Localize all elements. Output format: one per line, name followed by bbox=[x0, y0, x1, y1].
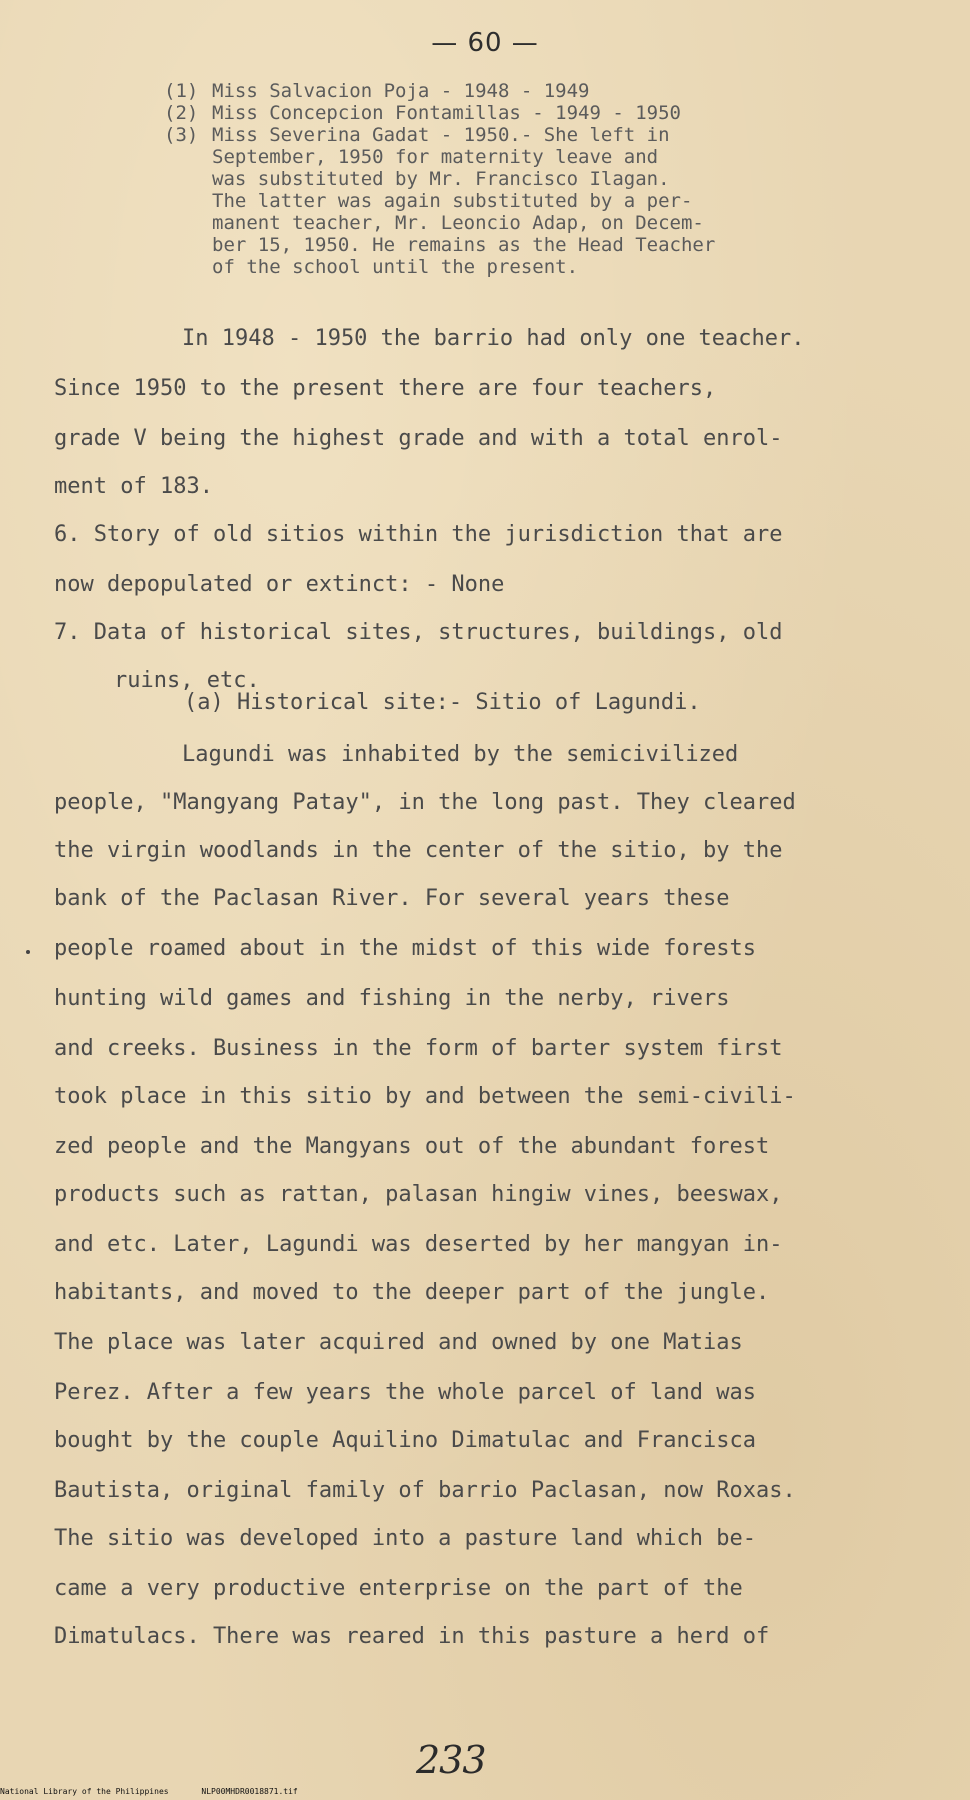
body-line: and etc. Later, Lagundi was deserted by her mangyan in- bbox=[54, 1232, 783, 1257]
list-item bbox=[164, 124, 924, 278]
footer-library-name: National Library of the Philippines bbox=[0, 1787, 169, 1796]
list-item bbox=[164, 102, 924, 124]
body-line: 6. Story of old sitios within the jurisdiction that are bbox=[54, 522, 783, 547]
body-line: Dimatulacs. There was reared in this pasture a herd of bbox=[54, 1624, 770, 1649]
body-line: ruins, etc. bbox=[114, 668, 260, 693]
body-line: hunting wild games and fishing in the nerby, rivers bbox=[54, 986, 730, 1011]
body-line: habitants, and moved to the deeper part of the jungle. bbox=[54, 1280, 770, 1305]
body-line: In 1948 - 1950 the barrio had only one teacher. bbox=[182, 326, 805, 351]
footer-file-name: NLP00MHDR0018871.tif bbox=[201, 1787, 298, 1796]
body-line: 7. Data of historical sites, structures, buildings, old bbox=[54, 620, 783, 645]
body-line: The sitio was developed into a pasture land which be- bbox=[54, 1526, 756, 1551]
body-line: bought by the couple Aquilino Dimatulac and Francisca bbox=[54, 1428, 756, 1453]
body-line: ment of 183. bbox=[54, 474, 213, 499]
list-item-text: Miss Concepcion Fontamillas - 1949 - 1950 bbox=[212, 102, 681, 124]
body-line: (a) Historical site:- Sitio of Lagundi. bbox=[184, 690, 701, 715]
body-line: The place was later acquired and owned by one Matias bbox=[54, 1330, 743, 1355]
list-item-number: (2) bbox=[164, 102, 199, 124]
list-item-text: Miss Salvacion Poja - 1948 - 1949 bbox=[212, 80, 590, 102]
body-line: bank of the Paclasan River. For several years these bbox=[54, 886, 730, 911]
body-line: zed people and the Mangyans out of the abundant forest bbox=[54, 1134, 770, 1159]
teachers-list bbox=[164, 80, 924, 278]
body-line: the virgin woodlands in the center of the sitio, by the bbox=[54, 838, 783, 863]
margin-dot bbox=[26, 950, 30, 954]
page-number: — 60 — bbox=[431, 28, 539, 58]
body-line: grade V being the highest grade and with a total enrol- bbox=[54, 426, 783, 451]
scan-footer bbox=[0, 1787, 326, 1796]
body-line: took place in this sitio by and between the semi-civili- bbox=[54, 1084, 796, 1109]
body-line: Perez. After a few years the whole parcel of land was bbox=[54, 1380, 756, 1405]
body-line: people roamed about in the midst of this wide forests bbox=[54, 936, 756, 961]
list-item-text: Miss Severina Gadat - 1950.- She left in September, 1950 for maternity leave and was substituted by Mr. Francisco Ilagan. The latter was again substituted by a per- manent teacher, Mr. Leoncio Adap, on Decem- ber 15, 1950. He remains as the Head Teacher of the school until the present. bbox=[212, 124, 716, 278]
body-line: Since 1950 to the present there are four teachers, bbox=[54, 376, 717, 401]
body-line: Bautista, original family of barrio Paclasan, now Roxas. bbox=[54, 1478, 796, 1503]
body-line: products such as rattan, palasan hingiw vines, beeswax, bbox=[54, 1182, 783, 1207]
list-item-number: (3) bbox=[164, 124, 199, 146]
list-item-number: (1) bbox=[164, 80, 199, 102]
body-line: Lagundi was inhabited by the semicivilized bbox=[182, 742, 739, 767]
list-item bbox=[164, 80, 924, 102]
body-line: people, "Mangyang Patay", in the long past. They cleared bbox=[54, 790, 796, 815]
body-line: now depopulated or extinct: - None bbox=[54, 572, 505, 597]
handwritten-page-number: 233 bbox=[416, 1738, 486, 1782]
body-line: and creeks. Business in the form of barter system first bbox=[54, 1036, 783, 1061]
body-line: came a very productive enterprise on the part of the bbox=[54, 1576, 743, 1601]
